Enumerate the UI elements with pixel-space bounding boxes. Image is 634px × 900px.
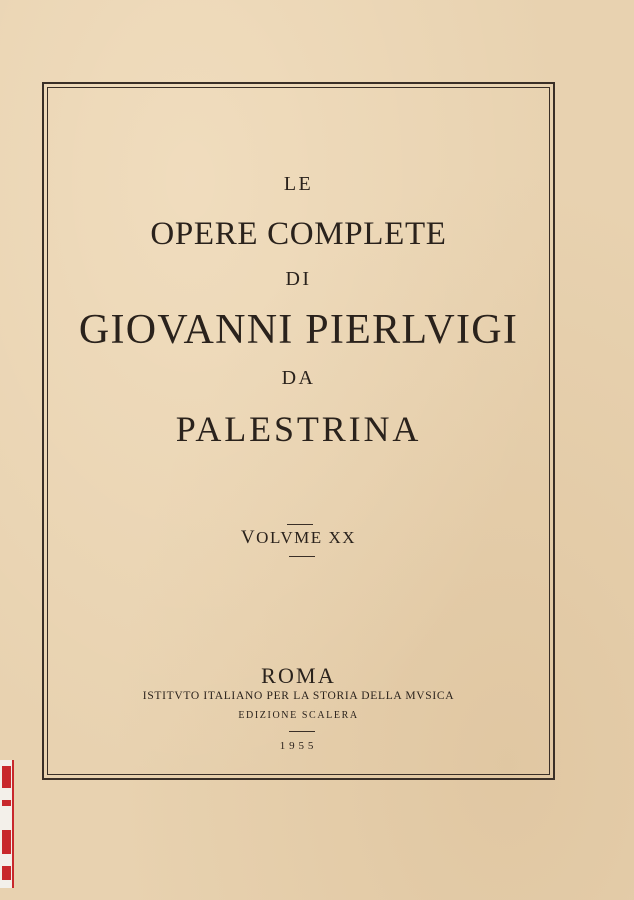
volume-label xyxy=(47,527,550,549)
imprint-city: ROMA xyxy=(261,663,336,688)
stamp-mark xyxy=(2,830,11,854)
volume-word: OLVME xyxy=(256,528,323,547)
imprint-edition: EDIZIONE SCALERA xyxy=(238,710,359,721)
volume-rule-bottom xyxy=(289,556,315,557)
stamp-mark xyxy=(2,800,11,806)
author-name: GIOVANNI PIERLVIGI xyxy=(78,307,519,353)
stamp-mark xyxy=(2,766,11,788)
title-di: DI xyxy=(285,268,312,290)
title-le: LE xyxy=(283,173,314,195)
author-place: PALESTRINA xyxy=(175,409,422,449)
volume-initial: V xyxy=(240,527,257,548)
stamp-mark xyxy=(2,866,11,880)
title-da: DA xyxy=(281,367,316,389)
volume-rule-top xyxy=(287,524,313,525)
imprint-rule xyxy=(289,731,315,732)
imprint-institute: ISTITVTO ITALIANO PER LA STORIA DELLA MVSICA xyxy=(142,690,455,702)
imprint-year: 1955 xyxy=(279,740,318,752)
volume-number: XX xyxy=(328,528,357,547)
title-opere-complete: OPERE COMPLETE xyxy=(150,216,447,252)
